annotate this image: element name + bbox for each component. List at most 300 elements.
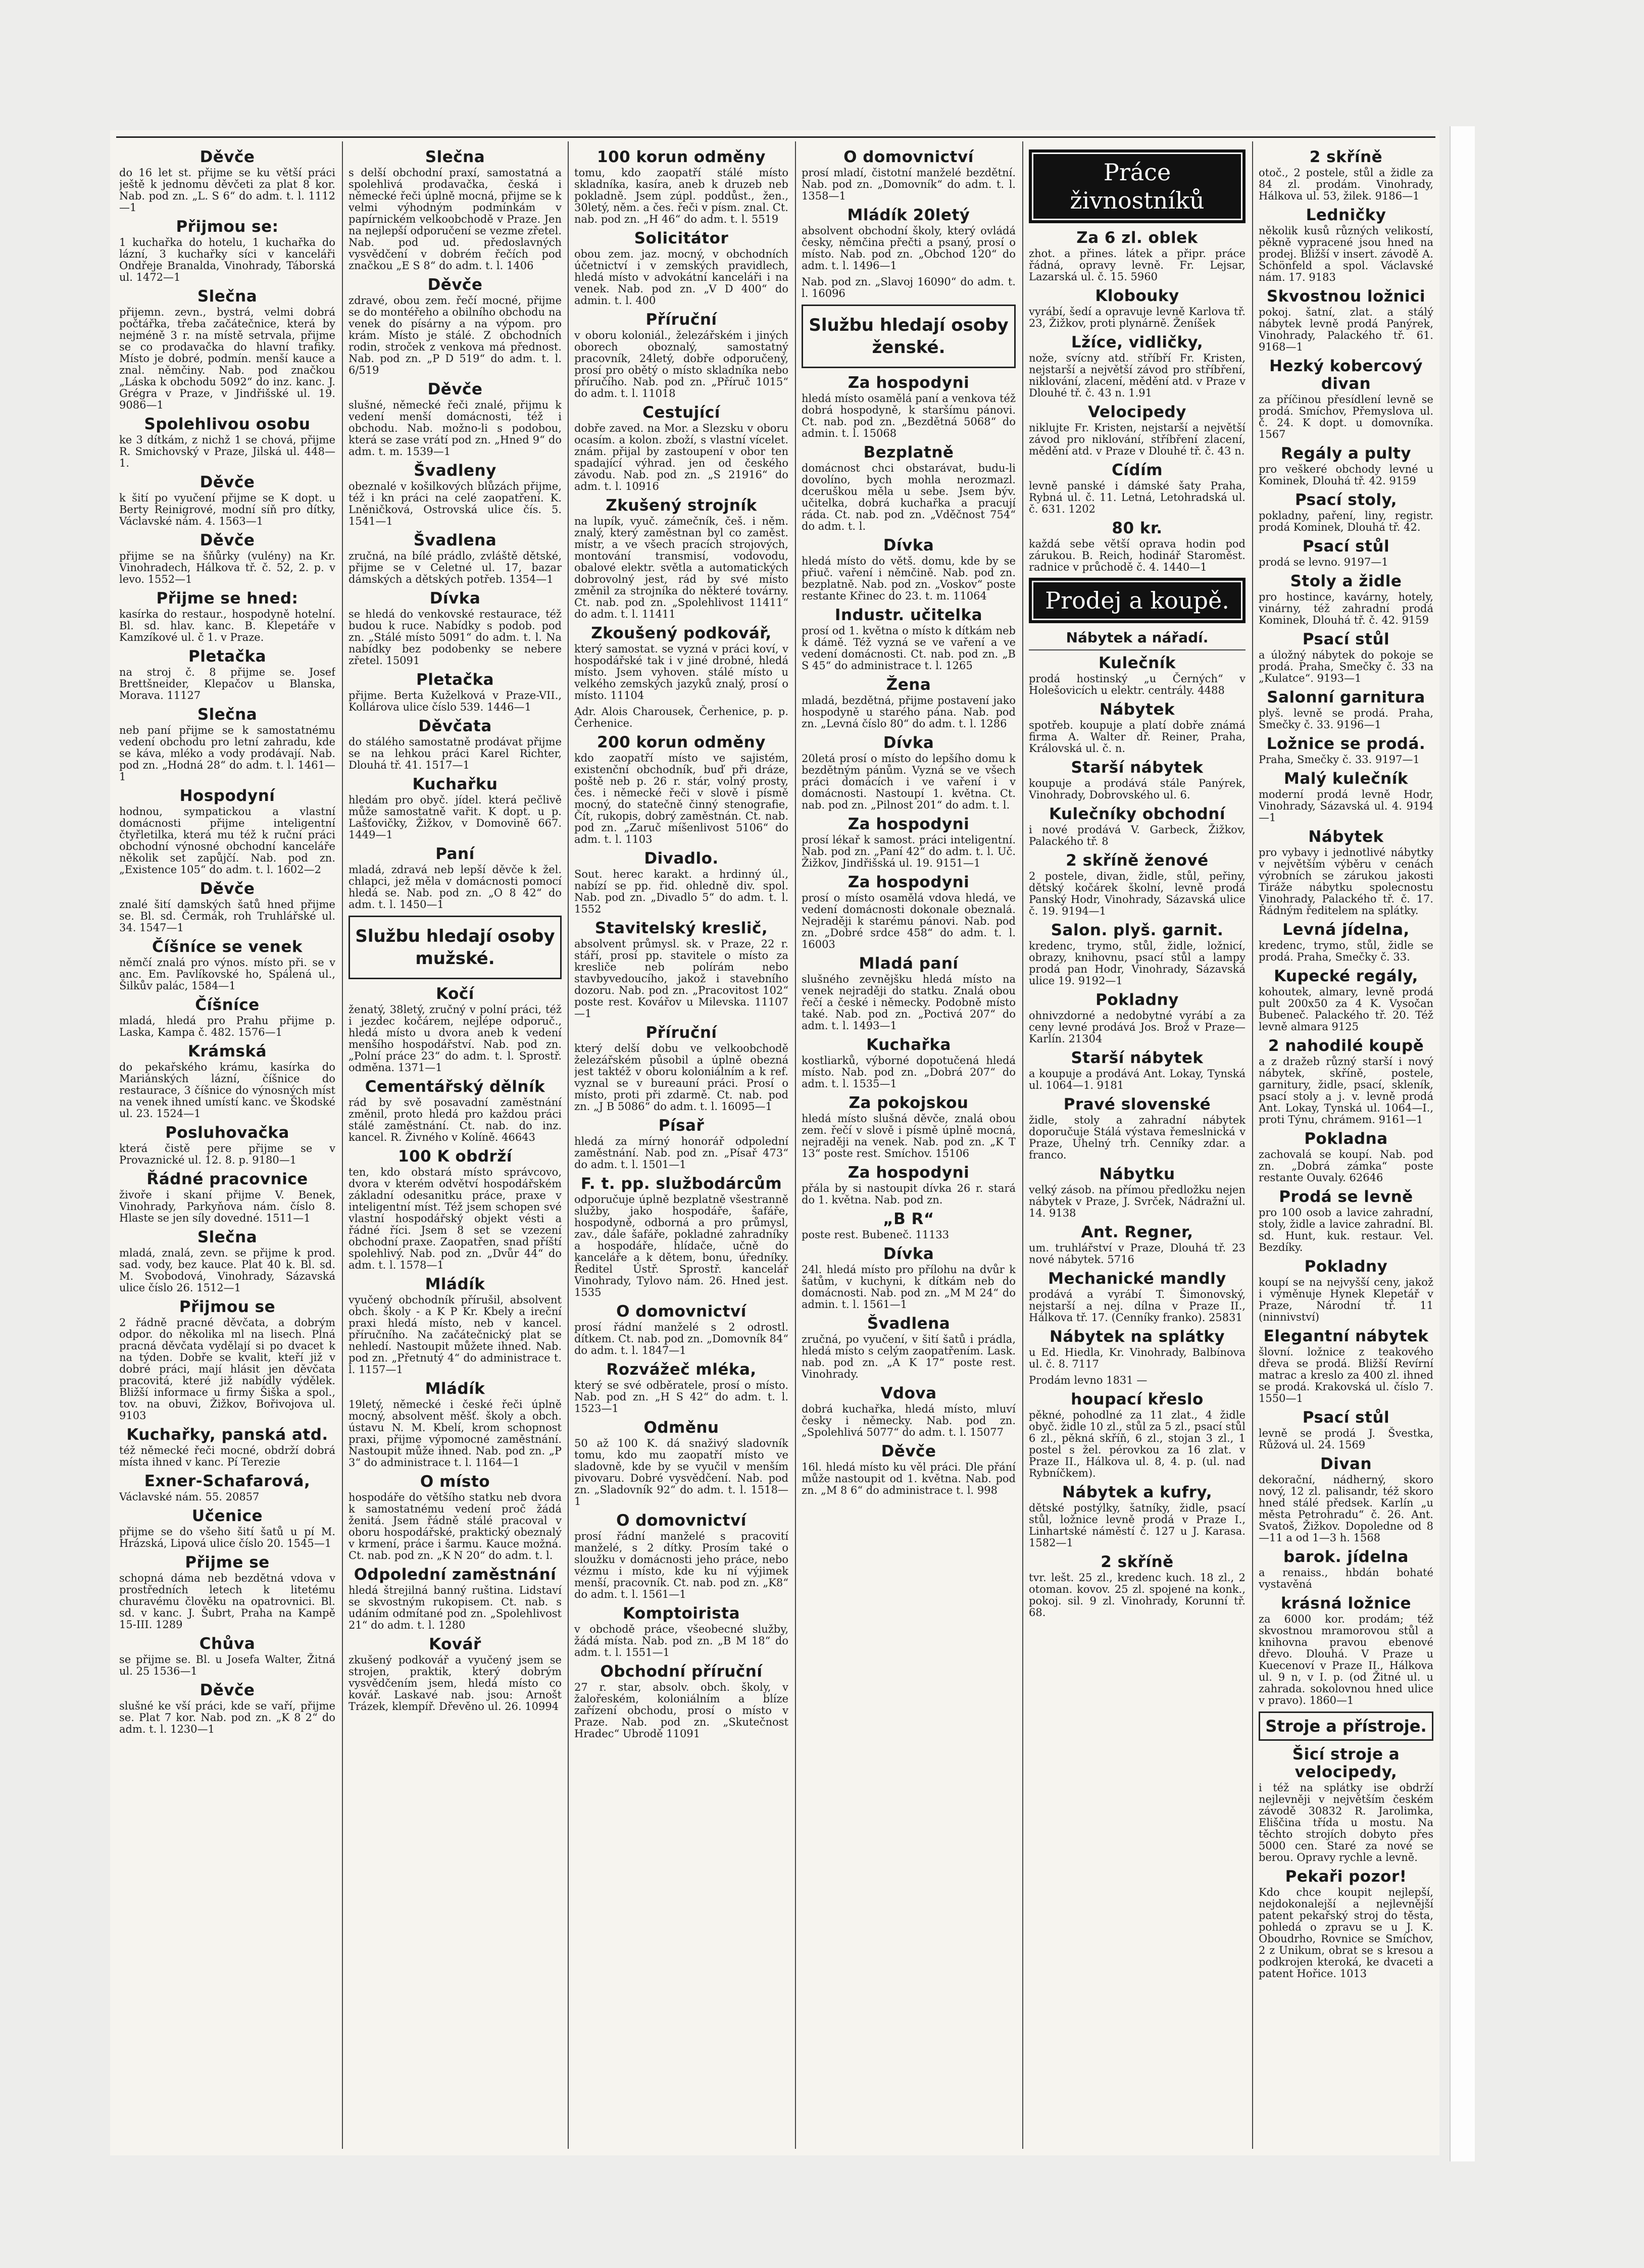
ad-headline: 2 skříně	[1101, 1553, 1174, 1571]
ad-headline: Psací stůl	[1302, 537, 1390, 556]
ad-headline: Exner-Schafarová,	[144, 1472, 311, 1490]
classified-ad	[1259, 1595, 1433, 1706]
ad-body: 24l. hledá místo pro přílohu na dvůr k šatům, v kuchyni, k dítkám neb do domácnosti. Nab. pod zn. „M M 24“ do admin. t. l. 1561—1	[802, 1264, 1016, 1311]
classified-ad	[574, 734, 788, 845]
ad-headline: Ledničky	[1306, 206, 1386, 224]
classified-ad	[802, 1385, 1016, 1438]
ad-headline: Slečna	[425, 148, 485, 166]
classified-column-5	[1029, 146, 1246, 2146]
classified-ad	[348, 1636, 562, 1712]
ad-headline: Dívka	[883, 536, 934, 555]
ad-headline: Děvčata	[418, 717, 492, 735]
classified-ad	[574, 497, 788, 620]
ad-body: dětské postýlky, šatníky, židle, psací stůl, ložnice levně prodá v Praze I., Linhartské náměstí č. 127 u J. Karasa. 1582—1	[1029, 1502, 1246, 1549]
classified-ad	[802, 276, 1016, 299]
classified-ad	[802, 374, 1016, 439]
classified-ad	[1029, 1096, 1246, 1161]
ad-body: poste rest. Bubeneč. 11133	[802, 1229, 950, 1241]
ad-body: pokoj. šatní, zlat. a stálý nábytek levně prodá Panýrek, Vinohrady, Palackého tř. 61. 9168—1	[1259, 306, 1433, 353]
ad-body: u Ed. Hiedla, Kr. Vinohrady, Balbínova ul. č. 8. 7117	[1029, 1346, 1246, 1370]
classified-ad	[574, 1512, 788, 1600]
ad-headline: Děvče	[200, 1681, 255, 1699]
classified-ad	[1029, 1484, 1246, 1549]
ad-body: který se své odběratele, prosí o místo. Nab. pod zn. „H S 42“ do adm. t. l. 1523—1	[574, 1379, 788, 1415]
ad-headline: Levná jídelna,	[1282, 921, 1410, 939]
classified-ad	[119, 1507, 335, 1549]
ad-headline: Mladá paní	[859, 954, 959, 973]
classified-ad	[1029, 852, 1246, 917]
ad-headline: Klobouky	[1095, 287, 1179, 305]
ad-headline: Malý kulečník	[1284, 770, 1408, 788]
classified-ad	[1259, 1258, 1433, 1323]
ad-body: na stroj č. 8 přijme se. Josef Brettšneider, Klepačov u Blanska, Morava. 11127	[119, 666, 335, 701]
classified-ad	[348, 671, 562, 713]
classified-ad	[119, 938, 335, 992]
ad-headline: Švadlena	[413, 531, 497, 549]
ad-body: kostliarků, výborné dopotučená hledá místo. Nab. pod zn. „Dobrá 207“ do adm. t. l. 1535—1	[802, 1054, 1016, 1090]
ad-headline: Stavitelský kreslič,	[594, 919, 768, 937]
classified-ad	[348, 532, 562, 585]
classified-ad	[1029, 1224, 1246, 1266]
ad-body: zachovalá se koupí. Nab. pod zn. „Dobrá zámka“ poste restante Ouvaly. 62646	[1259, 1148, 1433, 1184]
classified-ad	[348, 718, 562, 771]
ad-body: hledá štrejilná banný ruština. Lidstaví se skvostným rukopisem. Ct. nab. s udáním odmítané pod zn. „Spolehlivost 21“ do adm. t. l. 1280	[348, 1584, 562, 1631]
ad-headline: Ant. Regner,	[1081, 1223, 1193, 1241]
ad-body: němčí znalá pro výnos. místo při. se v anc. Em. Pavlíkovské ho, Spálená ul., Šilkův palác, 1584—1	[119, 956, 335, 992]
ad-headline: Elegantní nábytek	[1263, 1327, 1429, 1345]
classified-ad	[119, 1473, 335, 1503]
classified-ad	[1029, 229, 1246, 283]
classified-ad	[574, 1419, 788, 1507]
ad-headline: Hezký kobercový divan	[1269, 357, 1423, 393]
ad-headline: Pletačka	[188, 647, 267, 666]
ad-headline: Slečna	[197, 287, 258, 306]
classified-ad	[1029, 1166, 1246, 1219]
classified-ad	[119, 416, 335, 469]
classified-ad	[1259, 538, 1433, 568]
ad-body: ohnivzdorné a nedobytné vyrábí a za ceny levné prodává Jos. Brož v Praze—Karlín. 21304	[1029, 1010, 1246, 1045]
ad-body: 1 kuchařka do hotelu, 1 kuchařka do lázní, 3 kuchařky síci v kanceláři Ondřeje Branalda, Vinohrady, Táborská ul. 1472—1	[119, 236, 335, 283]
ad-body: kasírka do restaur., hospodyně hotelní. Bl. sd. hlav. kanc. B. Klepetáře v Kamzíkové ul. č 1. v Praze.	[119, 608, 335, 643]
classified-ad	[348, 1473, 562, 1561]
ad-headline: Pokladny	[1304, 1257, 1388, 1276]
ad-body: pro veškeré obchody levné u Kominek, Dlouhá tř. 42. 9159	[1259, 463, 1433, 487]
ad-body: dekorační, nádherný, skoro nový, 12 zl. palisandr, též skoro hned stálé předsek. Karlín „u města Petrohradu“ č. 26. Ant. Svatoš, Žižkov. Dopoledne od 8—11 a od 1—3 h. 1568	[1259, 1474, 1433, 1544]
ad-body: prodává a vyrábí T. Šimonovský, nejstarší a nej. dílna v Praze II., Hálkova tř. 17. (Cenníky franko). 25831	[1029, 1288, 1246, 1324]
classified-ad	[348, 462, 562, 527]
ad-headline: Odměnu	[643, 1419, 719, 1437]
ad-headline: Salon. plyš. garnit.	[1051, 921, 1224, 939]
classified-ad	[1259, 921, 1433, 963]
ad-headline: 80 kr.	[1112, 519, 1163, 537]
classified-ad	[1029, 1049, 1246, 1091]
ad-body: zdravé, obou zem. řečí mocné, přijme se do montéřeho a obilního obchodu na venek do písárny a na výpom. pro krám. Místo je stálé. Z obchodních rodin, stroček z venkova má přednost. Nab. pod zn. „P D 519“ do adm. t. l. 6/519	[348, 294, 562, 376]
classified-ad	[119, 148, 335, 214]
ad-headline: Kuchařku	[412, 775, 498, 793]
ad-body: živoře i skaní přijme V. Benek, Vinohrady, Parkyňova nám. číslo 8. Hlaste se jen síly dovedné. 1511—1	[119, 1189, 335, 1224]
ad-headline: Divan	[1320, 1455, 1372, 1473]
ad-headline: Chůva	[199, 1635, 256, 1653]
ad-headline: Za hospodyni	[848, 815, 970, 833]
ad-body: moderní prodá levně Hodr, Vinohrady, Sázavská ul. 4. 9194—1	[1259, 788, 1433, 824]
classified-ad	[802, 816, 1016, 869]
ad-headline: Ložnice se prodá.	[1266, 735, 1426, 753]
ad-body: hodnou, sympatickou a vlastní domácnosti přijme inteligentní čtyřletilka, která mu též k ruční práci obchodní výnosné obchodní kanceláře několik set zapůjčí. Nab. pod zn. „Existence 105“ do adm. t. l. 1602—2	[119, 805, 335, 876]
ad-body: zkušený podkovář a vyučený jsem se strojen, praktik, který dobrým vysvědčením jsem, hledá místo co kovář. Laskavé nab. jsou: Arnošt Trázek, klempíř. Dřevěno ul. 26. 10994	[348, 1654, 562, 1712]
ad-headline: barok. jídelna	[1283, 1548, 1409, 1566]
classified-ad	[1029, 1270, 1246, 1324]
ad-body: slušné, německé řeči znalé, přijmu k vedení menší domácnosti, též i obchodu. Nab. možno-li s podobou, která se zase vrátí pod zn. „Hned 9“ do adm. t. m. 1539—1	[348, 399, 562, 458]
ad-body: pro vybavy i jednotlivé nábytky v největším výběru v cenách výrobních se zárukou jakosti Tiráže nábytku spolecnostu Vinohrady, Palackého tř. č. 17. Řádným ředitelem na splátky.	[1259, 846, 1433, 917]
ad-headline: Za 6 zl. oblek	[1076, 229, 1198, 247]
ad-body: levně se prodá J. Švestka, Růžová ul. 24. 1569	[1259, 1427, 1433, 1451]
ad-body: pěkné, pohodlné za 11 zlat., 4 židle obyč. židle 10 zl., stůl za 5 zl., psací stůl 6 zl., pěkná skříň, 6 zl., stojan 3 zl., 1 postel s žel. pérovkou za 16 zlat. v Praze II., Hálkova ul. 8, 4. p. (ul. nad Rybníčkem).	[1029, 1409, 1246, 1479]
ad-body: 2 postele, divan, židle, stůl, peřiny, dětský kočárek školní, levně prodá Panský Hodr, Vinohrady, Sázavská ulice č. 19. 9194—1	[1029, 870, 1246, 917]
classified-ad	[802, 1211, 1016, 1241]
ad-body: vyučený obchodník přírušil, absolvent obch. školy - a K P Kr. Kbely a ireční praxi hledá místo, neb v kancel. příručního. Na začátečnický plat se nehledí. Nastoupit můžete ihned. Nab. pod zn. „Přetnutý 4“ do administrace t. l. 1157—1	[348, 1294, 562, 1376]
ad-body: hledá místo osamělá paní a venkova též dobrá hospodyně, k staršímu pánovi. Ct. nab. pod zn. „Bezdětná 5068“ do admin. t. l. 15068	[802, 392, 1016, 439]
classified-ad	[802, 874, 1016, 950]
ad-body: mladá, bezdětná, přijme postavení jako hospodyně u starého pána. Nab. pod zn. „Levná číslo 80“ do adm. t. l. 1286	[802, 694, 1016, 730]
classified-ad	[348, 148, 562, 272]
ad-body: Praha, Smečky č. 33. 9197—1	[1259, 753, 1420, 766]
classified-column-6	[1259, 146, 1433, 2146]
ad-headline: Krámská	[187, 1042, 267, 1061]
ad-headline: Kulečník	[1099, 654, 1176, 672]
classified-ad	[1259, 735, 1433, 766]
ad-headline: O místo	[420, 1473, 490, 1491]
ad-headline: 2 nahodilé koupě	[1268, 1037, 1424, 1055]
ad-body: i nové prodává V. Garbeck, Žižkov, Palackého tř. 8	[1029, 824, 1246, 847]
ad-headline: Dívka	[883, 1245, 934, 1263]
classified-ad	[348, 276, 562, 376]
classified-ad	[348, 776, 562, 841]
ad-headline: Bezplatně	[863, 443, 954, 462]
ad-body: um. truhlářství v Praze, Dlouhá tř. 23 nové nábytek. 5716	[1029, 1242, 1246, 1266]
ad-body: přijme. Berta Kuželková v Praze-VII., Kollárova ulice číslo 539. 1446—1	[348, 689, 562, 713]
classified-ad	[119, 1554, 335, 1631]
ad-headline: Mládík	[425, 1275, 485, 1293]
ad-body: koupuje a prodává stále Panýrek, Vinohrady, Dobrovského ul. 6.	[1029, 777, 1246, 801]
top-rule	[116, 136, 1435, 138]
ad-headline: Lžíce, vidličky,	[1071, 333, 1204, 351]
ad-headline: Nábytku	[1099, 1165, 1175, 1183]
ad-headline: Přijme se hned:	[156, 589, 298, 608]
classified-ad	[1259, 1037, 1433, 1126]
ad-headline: Mládík 20letý	[847, 206, 970, 224]
ad-body: kredenc, trymo, stůl, židle se prodá. Praha, Smečky č. 33.	[1259, 939, 1433, 963]
ad-body: obou zem. jaz. mocný, v obchodních účetnictví i v zemských pravidlech, hledá místo v advokátní kanceláři i na venek. Nab. pod zn. „V D 400“ do admin. t. l. 400	[574, 248, 788, 307]
ad-body: pokladny, paření, liny, registr. prodá Kominek, Dlouhá tř. 42.	[1259, 510, 1433, 533]
classified-ad	[119, 880, 335, 934]
classified-ad	[574, 1663, 788, 1740]
classified-ad	[1029, 1375, 1246, 1386]
ad-headline: Nábytek	[1099, 700, 1175, 719]
column-divider	[795, 141, 796, 2149]
section-heading-box: Službu hledají osoby ženské.	[802, 305, 1016, 368]
ad-body: rád by svě posavadní zaměstnání změnil, proto hledá pro každou práci stálé zaměstnání. Ct. nab. do inz. kancel. R. Živného v Kolíně. 46643	[348, 1096, 562, 1143]
ad-body: a renaiss., hbdán bohaté vystavěná	[1259, 1567, 1433, 1590]
ad-headline: Kovář	[429, 1635, 481, 1653]
ad-body: plyš. levně se prodá. Praha, Smečky č. 33. 9196—1	[1259, 707, 1433, 731]
classified-ad	[1259, 1328, 1433, 1404]
ad-headline: Obchodní příruční	[600, 1662, 763, 1681]
ad-body: mladá, zdravá neb lepší děvče k žel. chlapci, jež měla v domácnosti pomocí hledá se. Nab. pod zn. „O 8 42“ do adm. t. l. 1450—1	[348, 864, 562, 911]
classified-ad	[1029, 805, 1246, 847]
column-divider	[342, 141, 343, 2149]
ad-headline: O domovnictví	[616, 1511, 746, 1530]
ad-headline: Kuchařka	[866, 1036, 951, 1054]
ad-body: kohoutek, almary, levně prodá pult 200x50 za 4 K. Vysočan Bubeneč. Palackého tř. 20. Též levně almara 9125	[1259, 986, 1433, 1033]
ad-body: každá sebe větší oprava hodin pod zárukou. B. Reich, hodinář Staroměst. radnice v průchodě č. 4. 1440—1	[1029, 538, 1246, 573]
classified-ad	[1259, 288, 1433, 353]
column-divider	[1252, 141, 1253, 2149]
ad-headline: Psací stůl	[1302, 1408, 1390, 1427]
ad-headline: krásná ložnice	[1280, 1594, 1412, 1612]
classified-ad	[1259, 631, 1433, 684]
classified-column-3	[574, 146, 788, 2146]
ad-headline: „B R“	[883, 1210, 934, 1228]
classified-ad	[802, 1164, 1016, 1206]
ad-body: ten, kdo obstará místo správcovo, dvora v kterém odvětví hospodářském základní odesanitku práce, praxe v inteligentní míst. Též jsem schopen své vlastní hospodářský objekt vésti a řádné říci. Jsem 8 set se vzezení obchodní praxe. Zaopatřen, snad příští spolehlivý. Nab. pod zn. „Dvůr 44“ do adm. t. l. 1578—1	[348, 1166, 562, 1271]
classified-ad	[802, 1315, 1016, 1380]
ad-headline: 2 skříně ženové	[1066, 851, 1209, 870]
ad-headline: Velocipedy	[1088, 403, 1186, 421]
classified-ad	[802, 734, 1016, 811]
classified-ad	[1259, 1188, 1433, 1253]
ad-headline: Za hospodyni	[848, 1164, 970, 1182]
section-heading-box: Práce živnostníků	[1029, 149, 1246, 223]
ad-body: nože, svícny atd. stříbří Fr. Kristen, nejstarší a největší závod pro stříbření, niklování, zlacení, mědění atd. v Praze v Dlouhé tř. č. 43 n. 1.91	[1029, 352, 1246, 399]
ad-headline: Mechanické mandly	[1048, 1270, 1226, 1288]
ad-body: k šití po vyučení přijme se K dopt. u Berty Reinigrové, modní síň pro dítky, Václavské nám. 4. 1563—1	[119, 492, 335, 527]
ad-body: přijme se na šňůrky (vulény) na Kr. Vinohradech, Hálkova tř. č. 52, 2. p. v levo. 1552—1	[119, 550, 335, 585]
ad-body: hledám pro obyč. jídel. která pečlivě může samostatně vařit. K dopt. u p. Lašťovičky, Žižkov, v Domovině 667. 1449—1	[348, 794, 562, 841]
classified-ad	[802, 955, 1016, 1032]
classified-ad	[1259, 1746, 1433, 1863]
ad-body: v obchodě práce, všeobecné služby, žádá místa. Nab. pod zn. „B M 18“ do adm. t. l. 1551—1	[574, 1623, 788, 1658]
classified-ad	[1029, 759, 1246, 801]
classified-ad	[348, 1276, 562, 1376]
classified-ad	[1029, 1553, 1246, 1619]
ad-body: za příčinou přesídlení levně se prodá. Smíchov, Přemyslova ul. č. 24. K dopt. u domovníka. 1567	[1259, 393, 1433, 440]
classified-ad	[1259, 689, 1433, 731]
classified-ad	[574, 404, 788, 492]
ad-body: hledá místo slušná děvče, znalá obou zem. řečí v slově i písmě úplně mocná, nejraději na venek. Nab. pod zn. „K T 13“ poste rest. Smíchov. 15106	[802, 1113, 1016, 1160]
section-subheading: Nábytek a nářadí.	[1029, 629, 1246, 650]
classified-ad	[1259, 358, 1433, 440]
ad-headline: Švadlena	[867, 1315, 951, 1333]
ad-headline: Salonní garnitura	[1267, 688, 1425, 707]
ad-headline: Kulečníky obchodní	[1049, 805, 1225, 823]
classified-ad	[119, 1426, 335, 1468]
classified-ad	[348, 845, 562, 911]
ad-headline: 100 K obdrží	[398, 1147, 512, 1166]
classified-ad	[802, 537, 1016, 602]
ad-headline: Cídím	[1112, 461, 1163, 479]
classified-ad	[1259, 828, 1433, 917]
classified-ad	[119, 590, 335, 643]
classified-ad	[802, 1245, 1016, 1311]
ad-body: tomu, kdo zaopatří stálé místo skladníka, kasíra, aneb k druzeb neb pokladně. Jsem zúpl. poddůst., žen., 30letý, něm. a čes. řeči v písm. znal. Ct. nab. pod zn. „H 46“ do adm. t. l. 5519	[574, 167, 788, 225]
ad-body: pro 100 osob a lavice zahradní, stoly, židle a lavice zahradní. Bl. sd. Hunt, kuk. restaur. Vel. Bezdíky.	[1259, 1206, 1433, 1253]
ad-headline: Stoly a židle	[1290, 572, 1402, 590]
ad-headline: Žena	[886, 676, 931, 694]
ad-body: zhot. a přines. látek a připr. práce řádná, opravy levně. Fr. Lejsar, Lazarská ul. č. 15. 5960	[1029, 247, 1246, 283]
ad-body: přijme se do všeho šití šatů u pí M. Hrázská, Lipová ulice číslo 20. 1545—1	[119, 1526, 335, 1549]
ad-headline: Děvče	[200, 473, 255, 491]
ad-body: Prodám levno 1831 —	[1029, 1374, 1148, 1386]
ad-body: který samostat. se vyzná v práci koví, v hospodářské tak i v jiné drobné, hledá místo. Jsem vyhoven. stálé místo u velkého zemských jazyků znalý, prosí o místo. 11104	[574, 643, 788, 701]
ad-headline: Cestující	[642, 404, 720, 422]
classified-column-2	[348, 146, 562, 2146]
ad-headline: Zkušený strojník	[606, 496, 757, 515]
ad-headline: Nábytek	[1308, 828, 1384, 846]
ad-body: domácnost chci obstarávat, budu-li dovolíno, bych mohla nerozmazl. dceruškou měla u sebe. Jsem býv. učitelka, dobrá kuchařka a pracují ráda. Ct. nab. pod zn. „Vděčnost 754“ do adm. t. l.	[802, 462, 1016, 532]
ad-body: mladá, hledá pro Prahu přijme p. Laska, Kampa č. 482. 1576—1	[119, 1015, 335, 1038]
ad-body: Václavské nám. 55. 20857	[119, 1491, 260, 1503]
column-divider	[568, 141, 569, 2149]
ad-headline: Regály a pulty	[1280, 444, 1412, 463]
ad-body: přála by si nastoupit dívka 26 r. stará do 1. května. Nab. pod zn.	[802, 1182, 1016, 1206]
ad-body: slušné ke vší práci, kde se vaří, přijme se. Plat 7 kor. Nab. pod zn. „K 8 2“ do adm. t. l. 1230—1	[119, 1700, 335, 1735]
ad-body: s delší obchodní praxí, samostatná a spolehlivá prodavačka, česká i německé řeči úplně mocná, přijme se k velmi výhodným podmínkám v papírnickém velkoobchodě v Praze. Jen na nejlepší odporučení se vezme zřetel. Nab. pod ud. předoslavných vysvědčení v dobrém řečích pod značkou „E S 8“ do adm. t. l. 1406	[348, 167, 562, 272]
classified-ad	[1029, 1391, 1246, 1479]
classified-ad	[119, 1229, 335, 1294]
classified-ad	[574, 920, 788, 1020]
classified-ad	[119, 1124, 335, 1166]
ad-body: odporučuje úplně bezplatně všestranně služby, jako hospodáře, šafáře, hospodyně, odborná a pro průmysl, zav., dále šafáře, pokladné zahradníky a hospodáře, hlídače, učně do kanceláře a k dětem, bonu, úředníky. Ředitel Ústř. Sprostř. kancelář Vinohrady, Tylovo nám. 26. Hned jest. 1535	[574, 1193, 788, 1298]
ad-headline: Psací stůl	[1302, 630, 1390, 648]
classified-ad	[574, 148, 788, 225]
ad-headline: Starší nábytek	[1071, 759, 1204, 777]
ad-headline: Za hospodyni	[848, 873, 970, 891]
ad-body: prosí od 1. května o místo k dítkám neb k dámě. Též vyzná se ve vaření a ve vedení domácnosti. Ct. nab. pod zn. „B S 45“ do administrace t. l. 1265	[802, 625, 1016, 672]
ad-body: který delší dobu ve velkoobchodě železářském působil a úplně obezná jest taktéž v oboru koloniálním a k ref. vyznal se v bureauní práci. Prosí o místo, proti při zdarmě. Ct. nab. pod zn. „J B 5086“ do adm. t. l. 16095—1	[574, 1042, 788, 1113]
classified-ad	[1029, 654, 1246, 696]
ad-body: niklujte Fr. Kristen, nejstarší a největší závod pro niklování, stříbření zlacení, mědění atd. v Praze v Dlouhé tř. č. 43 n.	[1029, 422, 1246, 457]
classified-ad	[574, 1024, 788, 1113]
ad-headline: Pekaři pozor!	[1285, 1868, 1407, 1886]
ad-headline: 2 skříně	[1309, 148, 1383, 166]
ad-body: kredenc, trymo, stůl, židle, ložnicí, obrazy, knihovnu, psací stůl a lampy prodá pan Hodr, Vinohrady, Sázavská ulice 19. 9192—1	[1029, 940, 1246, 987]
section-heading-box: Službu hledají osoby mužské.	[348, 916, 562, 979]
ad-body: spotřeb. koupuje a platí dobře známá firma A. Walter dř. Reiner, Praha, Královská ul. č. n.	[1029, 719, 1246, 754]
classified-ad	[348, 1148, 562, 1271]
ad-body: židle, stoly a zahradní nábytek doporučuje Stálá výstava řemeslnická v Praze, Uhelný trh. Cenníky zdar. a franco.	[1029, 1114, 1246, 1161]
ad-body: v oboru koloniál., železářském i jiných oborech oboznalý, samostatný pracovník, 24letý, dobře odporučený, prosí pro obětý o místo skladníka nebo příručího. Nab. pod zn. „Příruč 1015“ do adm. t. l. 11018	[574, 329, 788, 399]
classified-ad	[119, 288, 335, 411]
ad-body: absolvent obchodní školy, který ovládá česky, němčina přečti a psaný, prosí o místo. Nab. pod zn. „Obchod 120“ do adm. t. l. 1496—1	[802, 225, 1016, 272]
ad-headline: Nábytek a kufry,	[1062, 1483, 1213, 1501]
classified-ad	[1259, 1455, 1433, 1544]
ad-headline: Dívka	[429, 589, 481, 608]
ad-body: i též na splátky ise obdrží nejlevněji v největším českém závodě 30832 R. Jarolimka, Eliščina třída u mostu. Na těchto strojích dobyto přes 5000 cen. Staré za nové se berou. Opravy rychle a levně.	[1259, 1782, 1433, 1863]
classified-column-4	[802, 146, 1016, 2146]
classified-ad	[802, 1443, 1016, 1496]
ad-body: Adr. Alois Charousek, Čerhenice, p. p. Čerhenice.	[574, 705, 788, 729]
classified-ad	[574, 1117, 788, 1171]
ad-headline: Pletačka	[416, 671, 494, 689]
page-edge	[1450, 126, 1475, 2161]
classified-ad	[1029, 922, 1246, 987]
classified-ad	[1259, 1130, 1433, 1184]
ad-body: a z dražeb různý starší i nový nábytek, skříně, postele, garnitury, židle, psací, skleník, psací stoly a j. v. levně prodá Ant. Lokay, Tynská ul. 1064—I., proti Týnu, chrámem. 9161—1	[1259, 1055, 1433, 1126]
ad-headline: Příruční	[645, 1024, 717, 1042]
ad-body: neb paní přijme se k samostatnému vedení obchodu pro letní zahradu, kde se káva, mléko a vody prodávají. Nab. pod zn. „Hodná 28“ do adm. t. l. 1461—1	[119, 724, 335, 783]
ad-body: 20letá prosí o místo do lepšího domu k bezdětným pánům. Vyzná se ve všech práci domácích i ve vaření i v domácnosti. Nastoupí 1. května. Ct. nab. pod zn. „Pilnost 201“ do adm. t. l.	[802, 752, 1016, 811]
classified-ad	[119, 1043, 335, 1120]
ad-headline: Děvče	[200, 148, 255, 166]
ad-headline: Spolehlivou osobu	[144, 415, 311, 433]
classified-ad	[348, 1078, 562, 1143]
ad-headline: Přijmou se	[179, 1298, 276, 1316]
classified-ad	[1259, 445, 1433, 487]
classified-ad	[119, 532, 335, 585]
classified-ad	[1259, 491, 1433, 533]
classified-ad	[1029, 462, 1246, 515]
ad-headline: Kočí	[436, 985, 474, 1003]
ad-headline: Odpolední zaměstnání	[354, 1566, 557, 1584]
ad-body: ženatý, 38letý, zručný v polní práci, též i jezdec kočárem, nejlépe odporuč., hledá místo u dvora aneb k vedení menšího hospodářství. Nab. pod zn. „Polní práce 23“ do adm. t. l. Sprostř. odměna. 1371—1	[348, 1003, 562, 1074]
classified-ad	[1259, 148, 1433, 202]
ad-headline: Za pokojskou	[849, 1094, 969, 1112]
ad-headline: Starší nábytek	[1071, 1049, 1204, 1067]
ad-body: zručná, po vyučení, v šití šatů i prádla, hledá místo s celým zaopatřením. Lask. nab. pod zn. „A K 17“ poste rest. Vinohrady.	[802, 1333, 1016, 1380]
ad-body: tvr. lešt. 25 zl., kredenc kuch. 18 zl., 2 otoman. kovov. 25 zl. spojené na konk., pokoj. sil. 9 zl. Vinohrady, Korunní tř. 68.	[1029, 1572, 1246, 1619]
ad-headline: Zkoušený podkovář,	[591, 624, 772, 642]
ad-body: a úložný nábytek do pokoje se prodá. Praha, Smečky č. 33 na „Kulatce“. 9193—1	[1259, 649, 1433, 684]
classified-ad	[574, 230, 788, 307]
ad-body: znalé šití damských šatů hned přijme se. Bl. sd. Čermák, roh Truhlářské ul. 34. 1547—1	[119, 898, 335, 934]
ad-body: též německé řeči mocné, obdrží dobrá místa ihned v kanc. Pí Terezie	[119, 1444, 335, 1468]
ad-body: vyrábí, šedí a opravuje levně Karlova tř. 23, Žižkov, proti plynárně. Ženíšek	[1029, 306, 1246, 329]
ad-headline: Číšníce se venek	[152, 938, 303, 956]
ad-headline: Přijme se	[185, 1553, 270, 1572]
ad-headline: Rozvážeč mléka,	[606, 1360, 757, 1379]
classified-ad	[119, 706, 335, 783]
ad-headline: Děvče	[200, 880, 255, 898]
ad-body: otoč., 2 postele, stůl a židle za 84 zl. prodám. Vinohrady, Hálkova ul. 53, žilek. 9186—1	[1259, 167, 1433, 202]
ad-body: hledá za mírný honorář odpolední zaměstnání. Nab. pod zn. „Písař 473“ do adm. t. l. 1501—1	[574, 1135, 788, 1171]
classified-ad	[1259, 1868, 1433, 1980]
classified-ad	[1259, 1548, 1433, 1590]
ad-headline: Příruční	[645, 311, 717, 329]
ad-headline: Posluhovačka	[165, 1124, 289, 1142]
classified-ad	[1029, 334, 1246, 399]
ad-body: do pekařského krámu, kasírka do Mariánských lázní, číšnice do restaurace, 3 číšnice do výnosných míst na venek ihned umístí kanc. ve Škodské ul. 23. 1524—1	[119, 1061, 335, 1120]
ad-body: mladá, znalá, zevn. se přijme k prod. sad. vody, bez kauce. Plat 40 k. Bl. sd. M. Svobodová, Vinohrady, Sázavská ulice číslo 26. 1512—1	[119, 1247, 335, 1294]
ad-headline: Číšníce	[195, 996, 260, 1014]
ad-headline: Kupecké regály,	[1274, 967, 1418, 985]
classified-ad	[348, 590, 562, 667]
classified-ad	[802, 676, 1016, 730]
ad-body: prosí řádní manželé s 2 odrostl. dítkem. Ct. nab. pod zn. „Domovník 84“ do adm. t. l. 1847—1	[574, 1321, 788, 1356]
ad-body: pro hostince, kavárny, hotely, vinárny, též zahradní prodá Kominek, Dlouhá tř. č. 42. 9159	[1259, 591, 1433, 626]
ad-headline: Pokladny	[1095, 991, 1179, 1009]
classified-ad	[1029, 287, 1246, 329]
ad-headline: Dívka	[883, 734, 934, 752]
ad-headline: Cementářský dělník	[365, 1078, 545, 1096]
ad-body: do stálého samostatně prodávat přijme se na lehkou práci Karel Richter, Dlouhá tř. 41. 1517—1	[348, 736, 562, 771]
ad-body: zručná, na bílé prádlo, zvláště dětské, přijme se v Celetné ul. 17, bazar dámských a dětských potřeb. 1354—1	[348, 550, 562, 585]
ad-body: prodá se levno. 9197—1	[1259, 556, 1388, 568]
ad-body: do 16 let st. přijme se ku větší práci ještě k jednomu děvčeti za plat 8 kor. Nab. pod zn. „L. S 6“ do adm. t. l. 1112—1	[119, 167, 335, 214]
classified-ad	[802, 444, 1016, 532]
ad-headline: Děvče	[427, 380, 483, 398]
classified-ad	[119, 474, 335, 527]
ad-headline: Řádné pracovnice	[146, 1170, 308, 1188]
